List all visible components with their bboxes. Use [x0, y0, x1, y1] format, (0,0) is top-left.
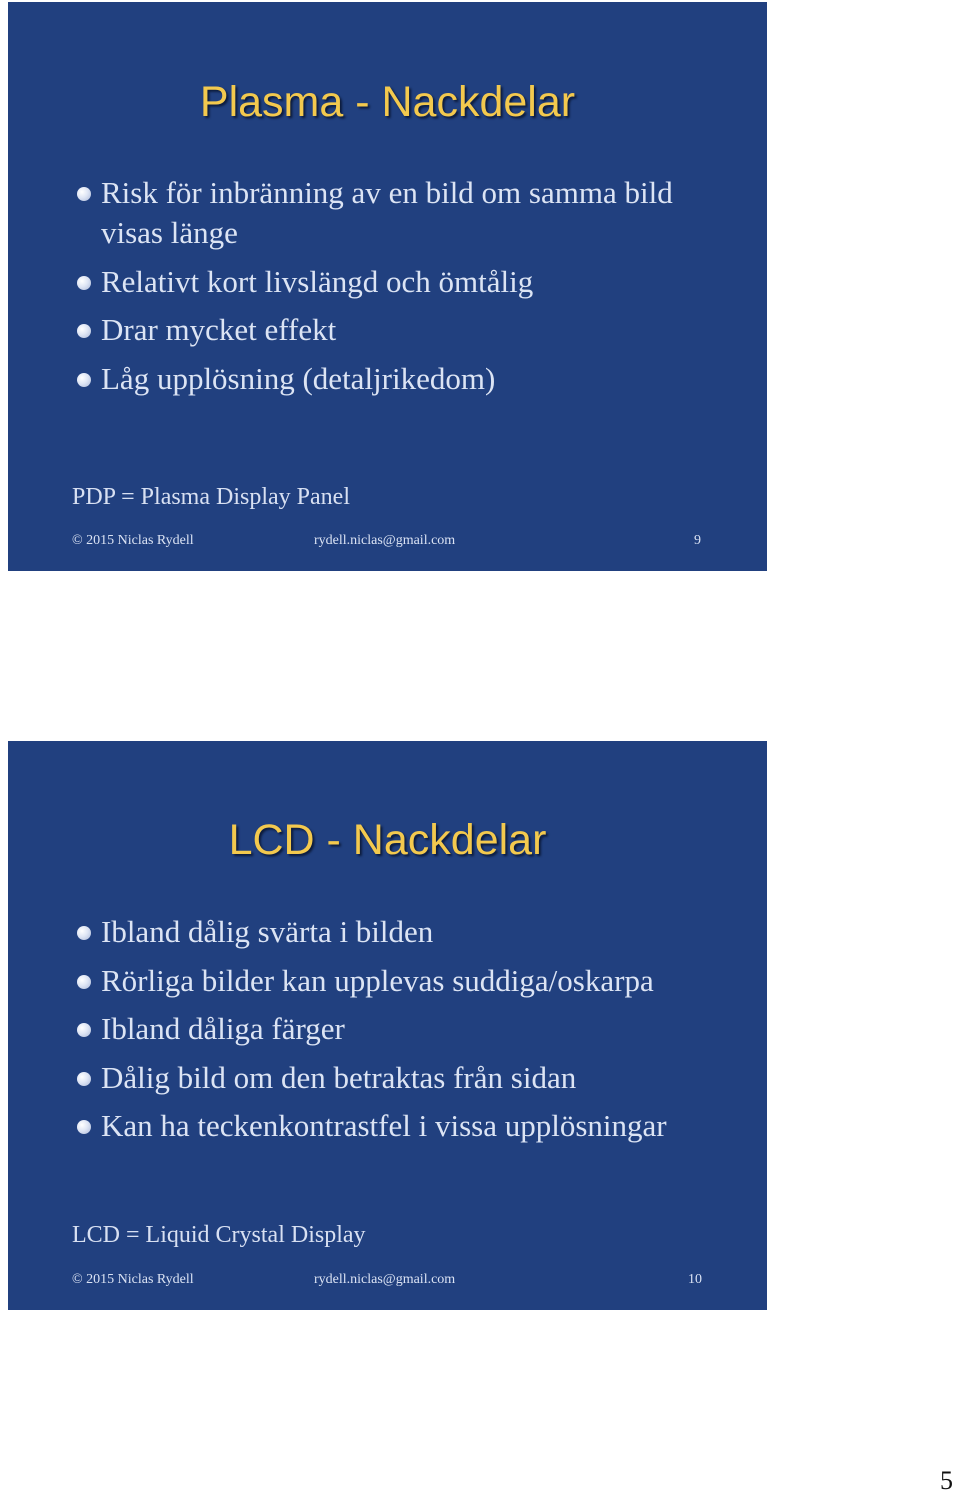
bullet-text: Kan ha teckenkontrastfel i vissa upplösningar [101, 1108, 667, 1143]
abbreviation-note: LCD = Liquid Crystal Display [72, 1222, 366, 1248]
bullet-item [73, 262, 713, 302]
page-number: 5 [940, 1466, 953, 1495]
footer-email: rydell.niclas@gmail.com [314, 1272, 456, 1287]
bullet-icon [77, 324, 91, 338]
bullet-item [73, 173, 713, 253]
footer-copyright: © 2015 Niclas Rydell [72, 533, 194, 548]
slide-plasma [8, 2, 767, 571]
bullet-text: Ibland dåliga färger [101, 1011, 345, 1046]
bullet-text: Drar mycket effekt [101, 312, 337, 347]
footer-email: rydell.niclas@gmail.com [314, 533, 456, 548]
bullet-icon [77, 1072, 91, 1086]
bullet-icon [77, 975, 91, 989]
bullet-item [73, 359, 713, 399]
bullet-icon [77, 187, 91, 201]
bullet-icon [77, 1023, 91, 1037]
bullet-list [73, 912, 753, 1155]
bullet-text: Ibland dålig svärta i bilden [101, 914, 434, 949]
bullet-item [73, 1058, 753, 1098]
bullet-item [73, 1106, 753, 1146]
slide-number: 9 [694, 533, 701, 548]
slide-lcd [8, 741, 767, 1310]
bullet-text: Dålig bild om den betraktas från sidan [101, 1059, 577, 1095]
bullet-icon [77, 373, 91, 387]
bullet-list [73, 173, 713, 407]
footer-copyright: © 2015 Niclas Rydell [72, 1272, 194, 1287]
bullet-text: Risk för inbränning av en bild om samma bild visas länge [101, 175, 673, 250]
bullet-icon [77, 926, 91, 940]
abbreviation-note: PDP = Plasma Display Panel [72, 484, 350, 510]
bullet-item [73, 1009, 753, 1049]
bullet-icon [77, 1120, 91, 1134]
bullet-text: Låg upplösning (detaljrikedom) [101, 360, 496, 396]
slide-title: LCD - Nackdelar [228, 816, 547, 864]
slide-number: 10 [688, 1272, 702, 1287]
bullet-item [73, 912, 753, 952]
bullet-item [73, 310, 713, 350]
bullet-icon [77, 276, 91, 290]
slide-title: Plasma - Nackdelar [199, 78, 576, 126]
bullet-text: Relativt kort livslängd och ömtålig [101, 263, 534, 299]
bullet-item [73, 961, 753, 1001]
bullet-text: Rörliga bilder kan upplevas suddiga/oskarpa [101, 962, 654, 998]
